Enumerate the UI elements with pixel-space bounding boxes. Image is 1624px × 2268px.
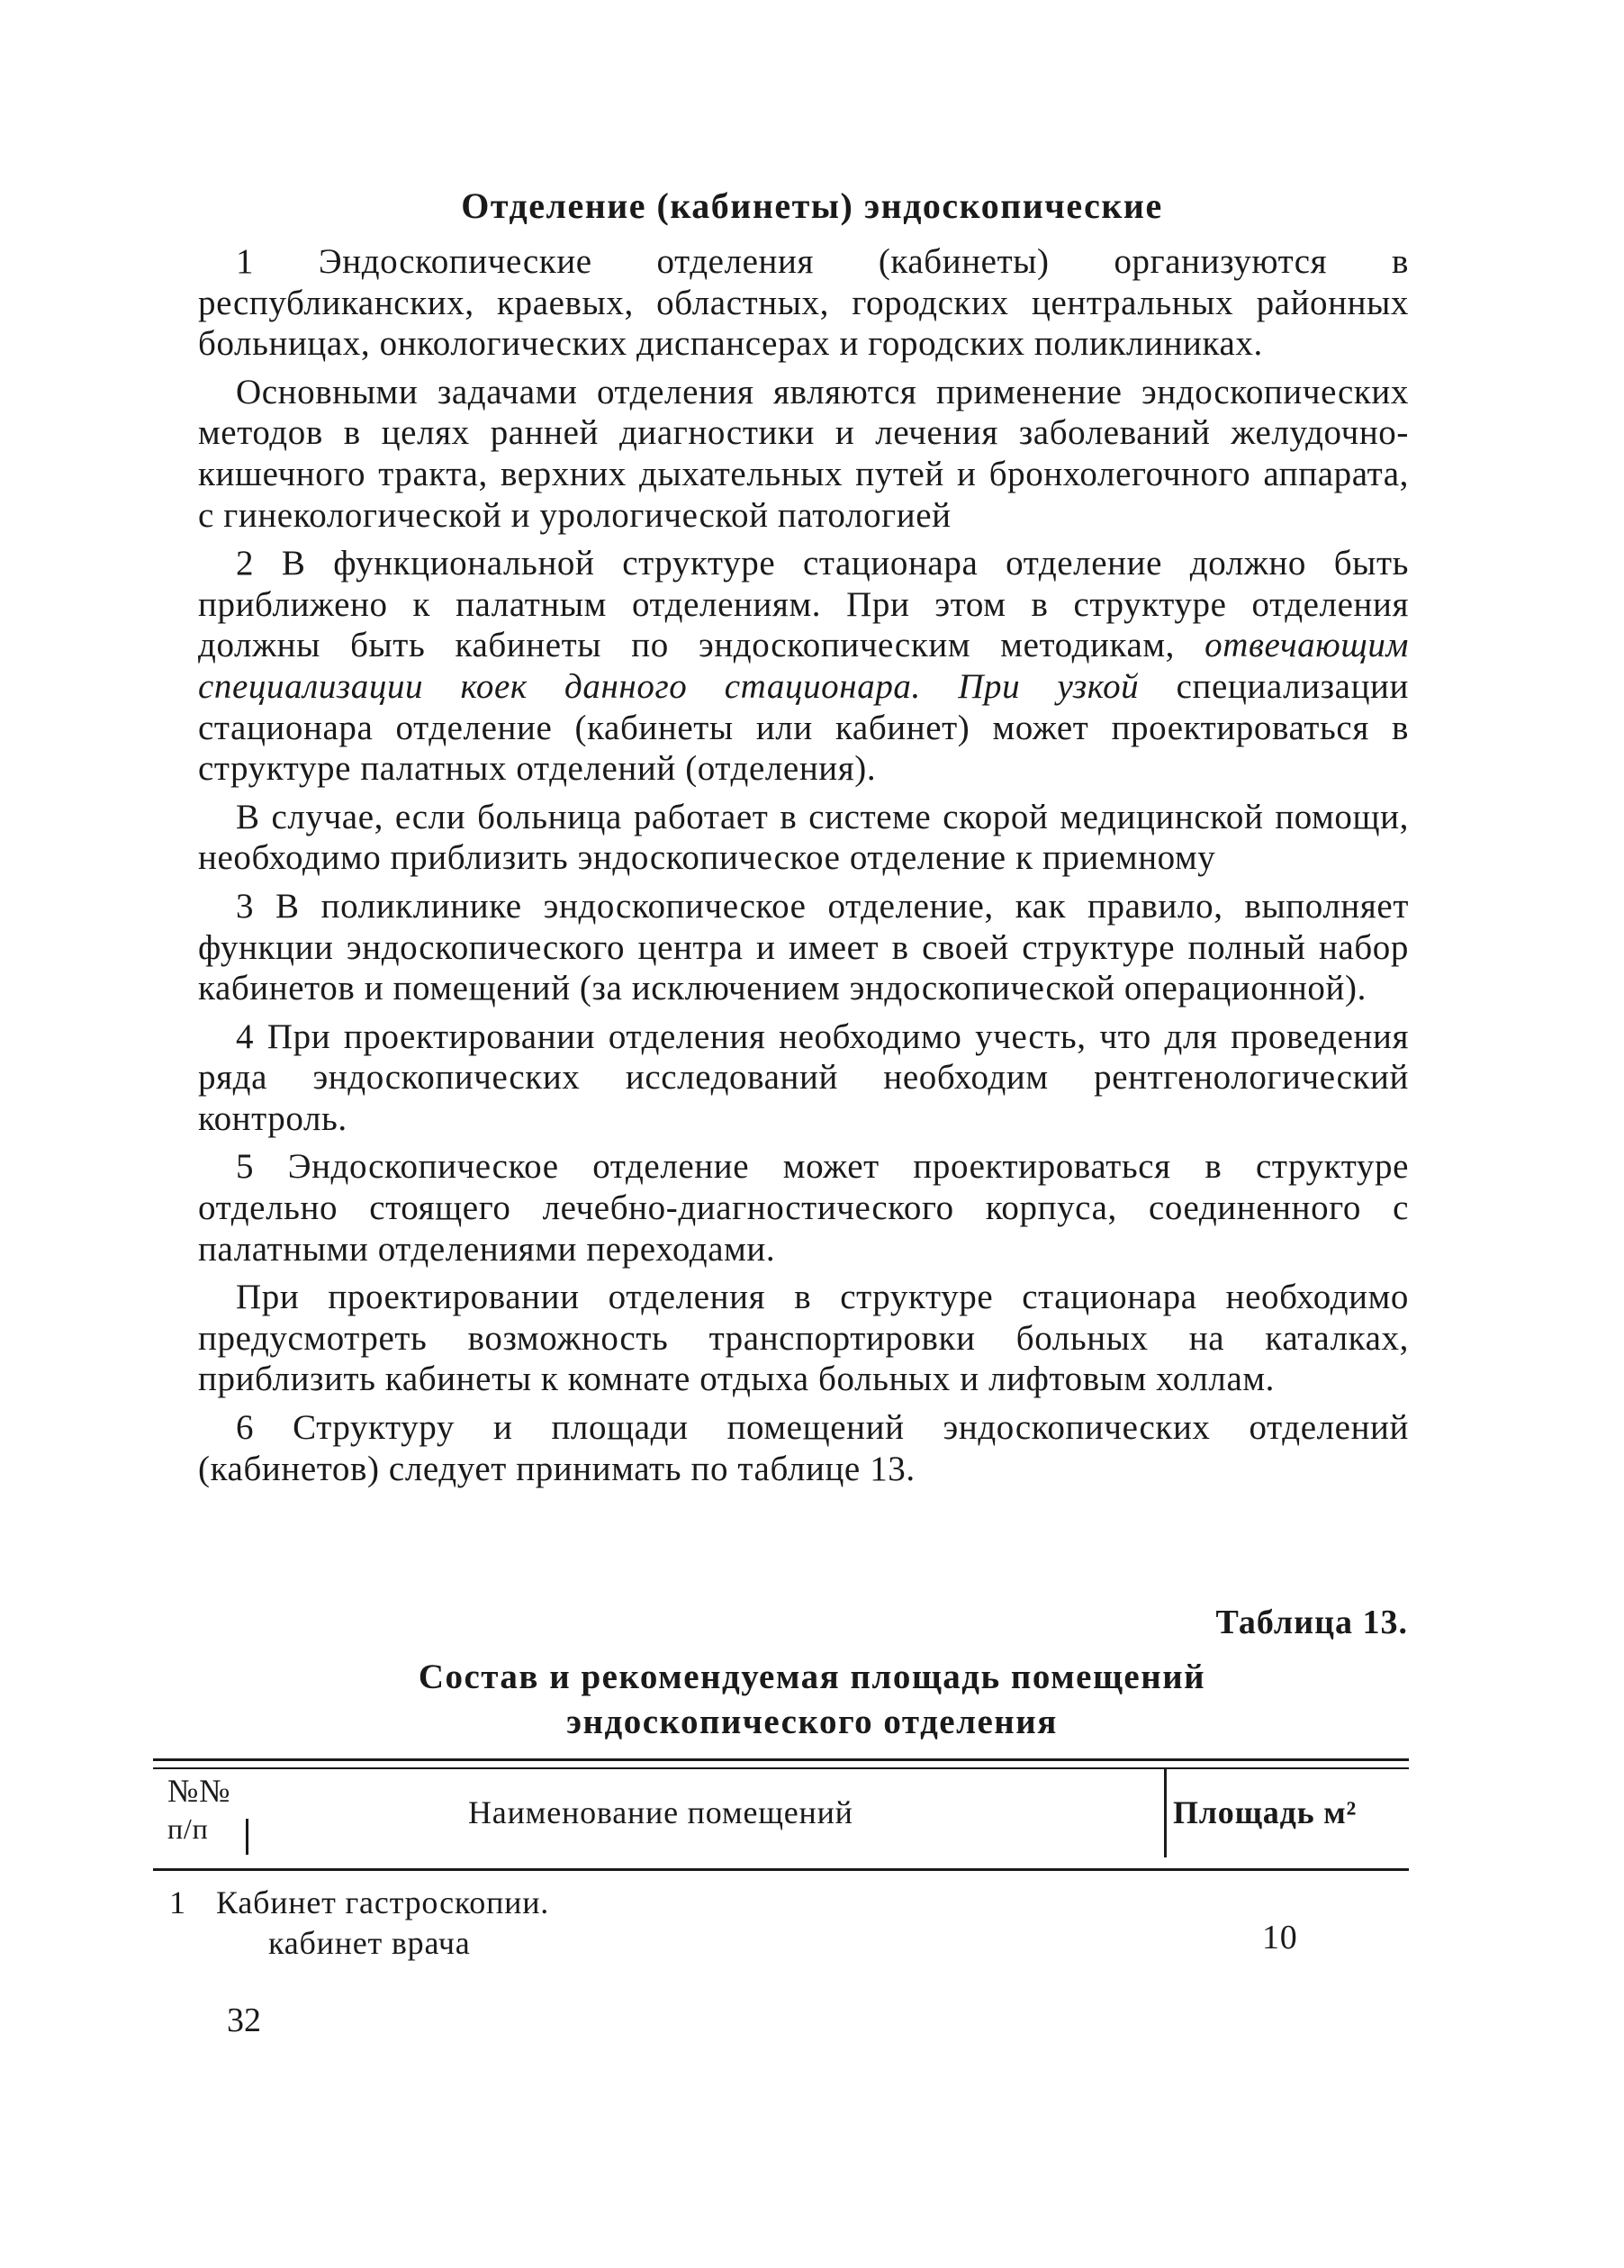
table-title-line-2: эндоскопического отделения bbox=[566, 1703, 1058, 1741]
paragraph-6: 4 При проектировании отделения необходимо учесть, что для проведения ряда эндоскопических исследований необходим рентгенологический контроль. bbox=[198, 1017, 1409, 1138]
page-title: Отделение (кабинеты) эндоскопические bbox=[461, 185, 1163, 226]
row-1-number: 1 bbox=[169, 1884, 186, 1920]
paragraph-9: 6 Структуру и площади помещений эндоскопических отделений (кабинетов) следует принимать по таблице 13. bbox=[198, 1408, 1409, 1488]
paragraph-8: При проектировании отделения в структуре стационара необходимо предусмотреть возможность транспортировки больных на каталках, приблизить кабинеты к комнате отдыха больных и лифтовым холлам. bbox=[198, 1278, 1409, 1399]
header-divider-right bbox=[1164, 1767, 1167, 1857]
paragraph-7: 5 Эндоскопическое отделение может проектироваться в структуре отдельно стоящего лечебно-диагностического корпуса, соединенного с палатными отделениями переходами. bbox=[198, 1147, 1409, 1269]
paragraph-4: В случае, если больница работает в системе скорой медицинской помощи, необходимо приблизить эндоскопическое отделение к приемному bbox=[198, 797, 1409, 878]
header-number-line-1: №№ bbox=[167, 1773, 231, 1809]
paragraph-3-italic: отвечающим специализации коек данного стационара. При узкой bbox=[198, 626, 1409, 706]
table-header-rule bbox=[153, 1868, 1409, 1871]
table-top-rule bbox=[153, 1758, 1409, 1761]
header-area: Площадь м² bbox=[1173, 1794, 1358, 1830]
table-title-line-1: Состав и рекомендуемая площадь помещений bbox=[418, 1658, 1206, 1696]
row-1-name-line-1: Кабинет гастроскопии. bbox=[216, 1884, 550, 1920]
paragraph-3-text: 2 В функциональной структуре стационара отделение должно быть приближено к палатным отделениям. При этом в структуре отделения должны быть кабинеты по эндоскопическим методикам, bbox=[198, 544, 1409, 665]
paragraph-1: 1 Эндоскопические отделения (кабинеты) организуются в республиканских, краевых, областных, городских центральных районных больницах, онкологических диспансерах и городских поликлиниках. bbox=[198, 242, 1409, 364]
header-divider-left bbox=[246, 1819, 248, 1855]
header-room-name: Наименование помещений bbox=[468, 1794, 853, 1830]
paragraph-3-end: специализации стационара отделение (кабинеты или кабинет) может проектироваться в структуре палатных отделений (отделения). bbox=[198, 666, 1409, 789]
table-caption: Таблица 13. bbox=[1215, 1604, 1408, 1641]
paragraph-2: Основными задачами отделения являются применение эндоскопических методов в целях ранней диагностики и лечения заболеваний желудочно-кишечного тракта, верхних дыхательных путей и бронхолегочного аппарата, с гинекологической и урологической патологией bbox=[198, 372, 1409, 535]
table-top-rule-second bbox=[153, 1767, 1409, 1769]
page-number: 32 bbox=[227, 2001, 261, 2039]
body-text bbox=[198, 241, 1409, 1496]
header-number-line-2: п/п bbox=[167, 1812, 209, 1845]
paragraph-3 bbox=[198, 543, 1409, 790]
paragraph-5: 3 В поликлинике эндоскопическое отделение, как правило, выполняет функции эндоскопического центра и имеет в своей структуре полный набор кабинетов и помещений (за исключением эндоскопической операционной). bbox=[198, 886, 1409, 1008]
row-1-name-line-2: кабинет врача bbox=[268, 1925, 471, 1961]
table-title bbox=[180, 1655, 1444, 1745]
row-1-area: 10 bbox=[1262, 1919, 1298, 1956]
